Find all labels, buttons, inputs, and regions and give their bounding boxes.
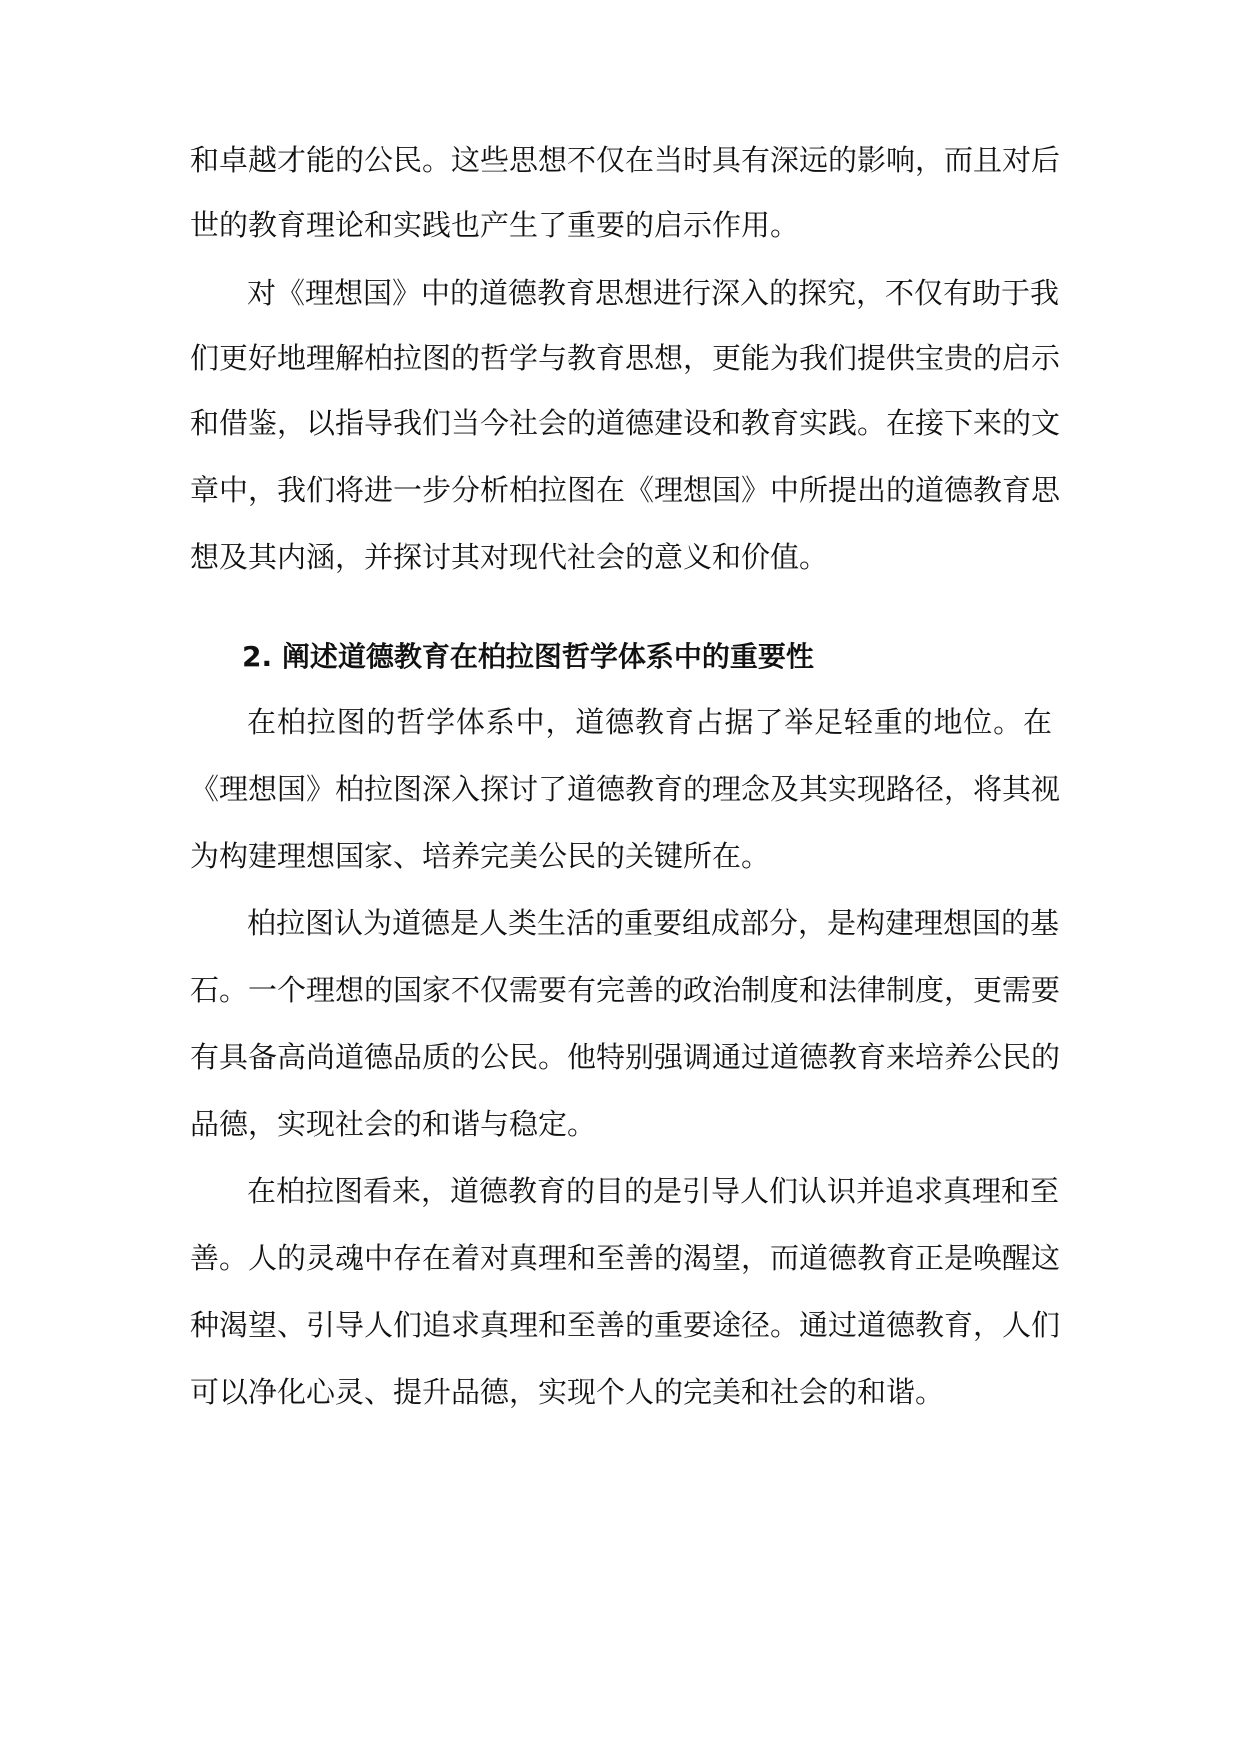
paragraph-line: 在柏拉图看来，道德教育的目的是引导人们认识并追求真理和至 (247, 1174, 1060, 1208)
paragraph-line: 想及其内涵，并探讨其对现代社会的意义和价值。 (190, 540, 829, 574)
paragraph-line: 为构建理想国家、培养完美公民的关键所在。 (190, 839, 771, 873)
paragraph-line: 《理想国》柏拉图深入探讨了道德教育的理念及其实现路径，将其视 (190, 772, 1061, 806)
paragraph-line: 种渴望、引导人们追求真理和至善的重要途径。通过道德教育，人们 (190, 1308, 1061, 1342)
section-heading: 2. 阐述道德教育在柏拉图哲学体系中的重要性 (242, 640, 814, 673)
paragraph-line: 石。一个理想的国家不仅需要有完善的政治制度和法律制度，更需要 (190, 973, 1061, 1007)
paragraph-line: 品德，实现社会的和谐与稳定。 (190, 1107, 597, 1141)
paragraph-line: 善。人的灵魂中存在着对真理和至善的渴望，而道德教育正是唤醒这 (190, 1241, 1061, 1275)
paragraph-line: 可以净化心灵、提升品德，实现个人的完美和社会的和谐。 (190, 1375, 945, 1409)
paragraph-line: 和卓越才能的公民。这些思想不仅在当时具有深远的影响，而且对后 (190, 143, 1061, 177)
paragraph-line: 有具备高尚道德品质的公民。他特别强调通过道德教育来培养公民的 (190, 1040, 1061, 1074)
paragraph-line: 在柏拉图的哲学体系中，道德教育占据了举足轻重的地位。在 (247, 705, 1052, 739)
paragraph-line: 章中，我们将进一步分析柏拉图在《理想国》中所提出的道德教育思 (190, 473, 1061, 507)
paragraph-line: 柏拉图认为道德是人类生活的重要组成部分，是构建理想国的基 (247, 906, 1060, 940)
paragraph-line: 和借鉴，以指导我们当今社会的道德建设和教育实践。在接下来的文 (190, 406, 1061, 440)
paragraph-line: 世的教育理论和实践也产生了重要的启示作用。 (190, 208, 800, 242)
paragraph-line: 们更好地理解柏拉图的哲学与教育思想，更能为我们提供宝贵的启示 (190, 341, 1061, 375)
paragraph-line: 对《理想国》中的道德教育思想进行深入的探究，不仅有助于我 (247, 276, 1060, 310)
